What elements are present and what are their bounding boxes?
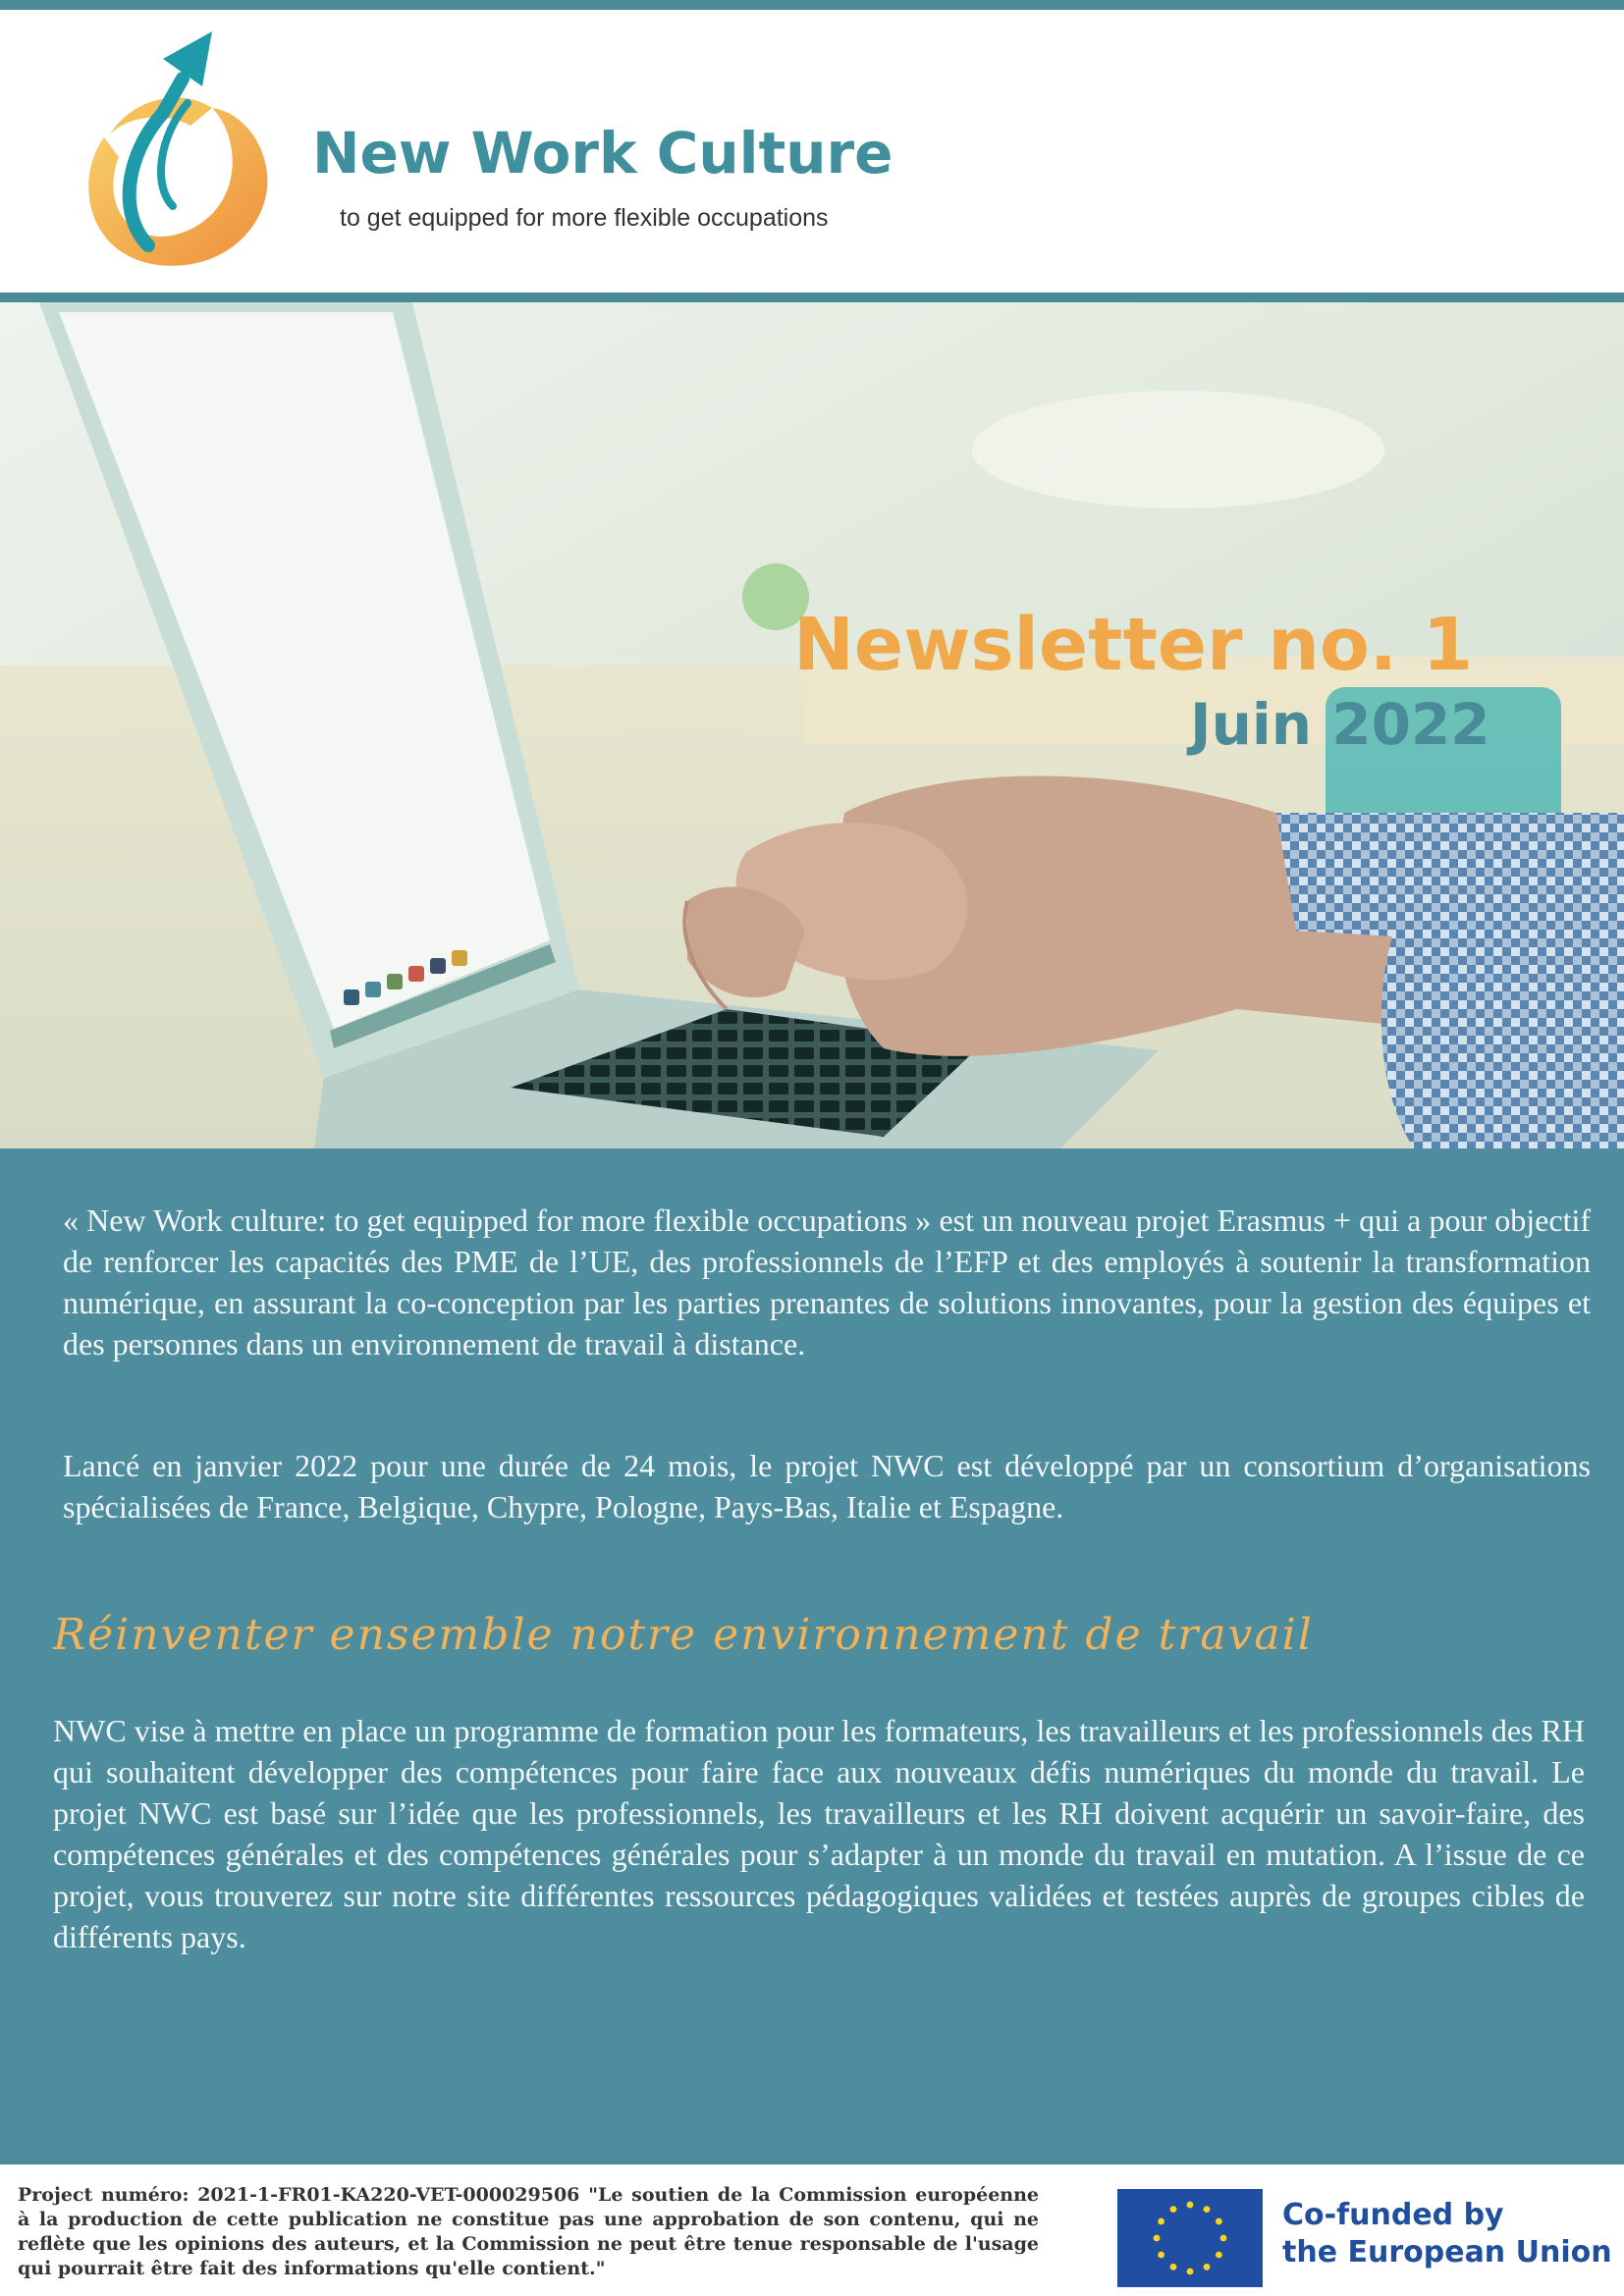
section-heading: Réinventer ensemble notre environnement de travail [53, 1610, 1314, 1660]
eu-label-line-2: the European Union [1282, 2235, 1612, 2269]
newsletter-title: Newsletter no. 1 [793, 603, 1474, 687]
launch-paragraph: Lancé en janvier 2022 pour une durée de 24 mois, le projet NWC est développé par un consortium d’organisations spécialisées de France, Belgique, Chypre, Pologne, Pays-Bas, Italie et Espagne. [63, 1448, 1591, 1524]
funding-disclaimer: Project numéro: 2021-1-FR01-KA220-VET-000029506 "Le soutien de la Commission européenne à la production de cette publication ne constitue pas une approbation de son contenu, qui ne reflète que les opinions des auteurs, et la Commission ne peut être tenue responsable de l'usage qui pourrait être fait des informations qu'elle contient." [18, 2184, 1039, 2279]
eu-cofunded-label [1282, 2197, 1616, 2271]
arrow-swirl-logo-icon [65, 20, 281, 285]
newsletter-date: Juin 2022 [1190, 691, 1490, 758]
eu-label-line-1: Co-funded by [1282, 2198, 1504, 2232]
top-rule [0, 0, 1624, 10]
brand-name: New Work Culture [312, 120, 893, 187]
footer [0, 2162, 1624, 2296]
footer-rule [0, 2162, 1624, 2164]
intro-paragraph: « New Work culture: to get equipped for more flexible occupations » est un nouveau projet Erasmus + qui a pour objectif de renforcer les capacités des PME de l’UE, des professionnels de l’EFP et des employés à soutenir la transformation numérique, en assurant la co-conception par les parties prenantes de solutions innovantes, pour la gestion des équipes et des personnes dans un environnement de travail à distance. [63, 1202, 1591, 1362]
hero-banner [0, 302, 1624, 1148]
header [0, 10, 1624, 293]
content-panel [0, 1148, 1624, 2162]
header-divider [0, 293, 1624, 302]
eu-flag-icon [1117, 2189, 1263, 2287]
brand-tagline: to get equipped for more flexible occupations [340, 204, 829, 232]
program-paragraph: NWC vise à mettre en place un programme de formation pour les formateurs, les travailleurs et les professionnels des RH qui souhaitent développer des compétences pour faire face aux nouveaux défis numériques du monde du travail. Le projet NWC est basé sur l’idée que les professionnels, les travailleurs et les RH doivent acquérir un savoir-faire, des compétences générales et des compétences générales pour s’adapter à un monde du travail en mutation. A l’issue de ce projet, vous trouverez sur notre site différentes ressources pédagogiques validées et testées auprès de groupes cibles de différents pays. [53, 1713, 1585, 1954]
